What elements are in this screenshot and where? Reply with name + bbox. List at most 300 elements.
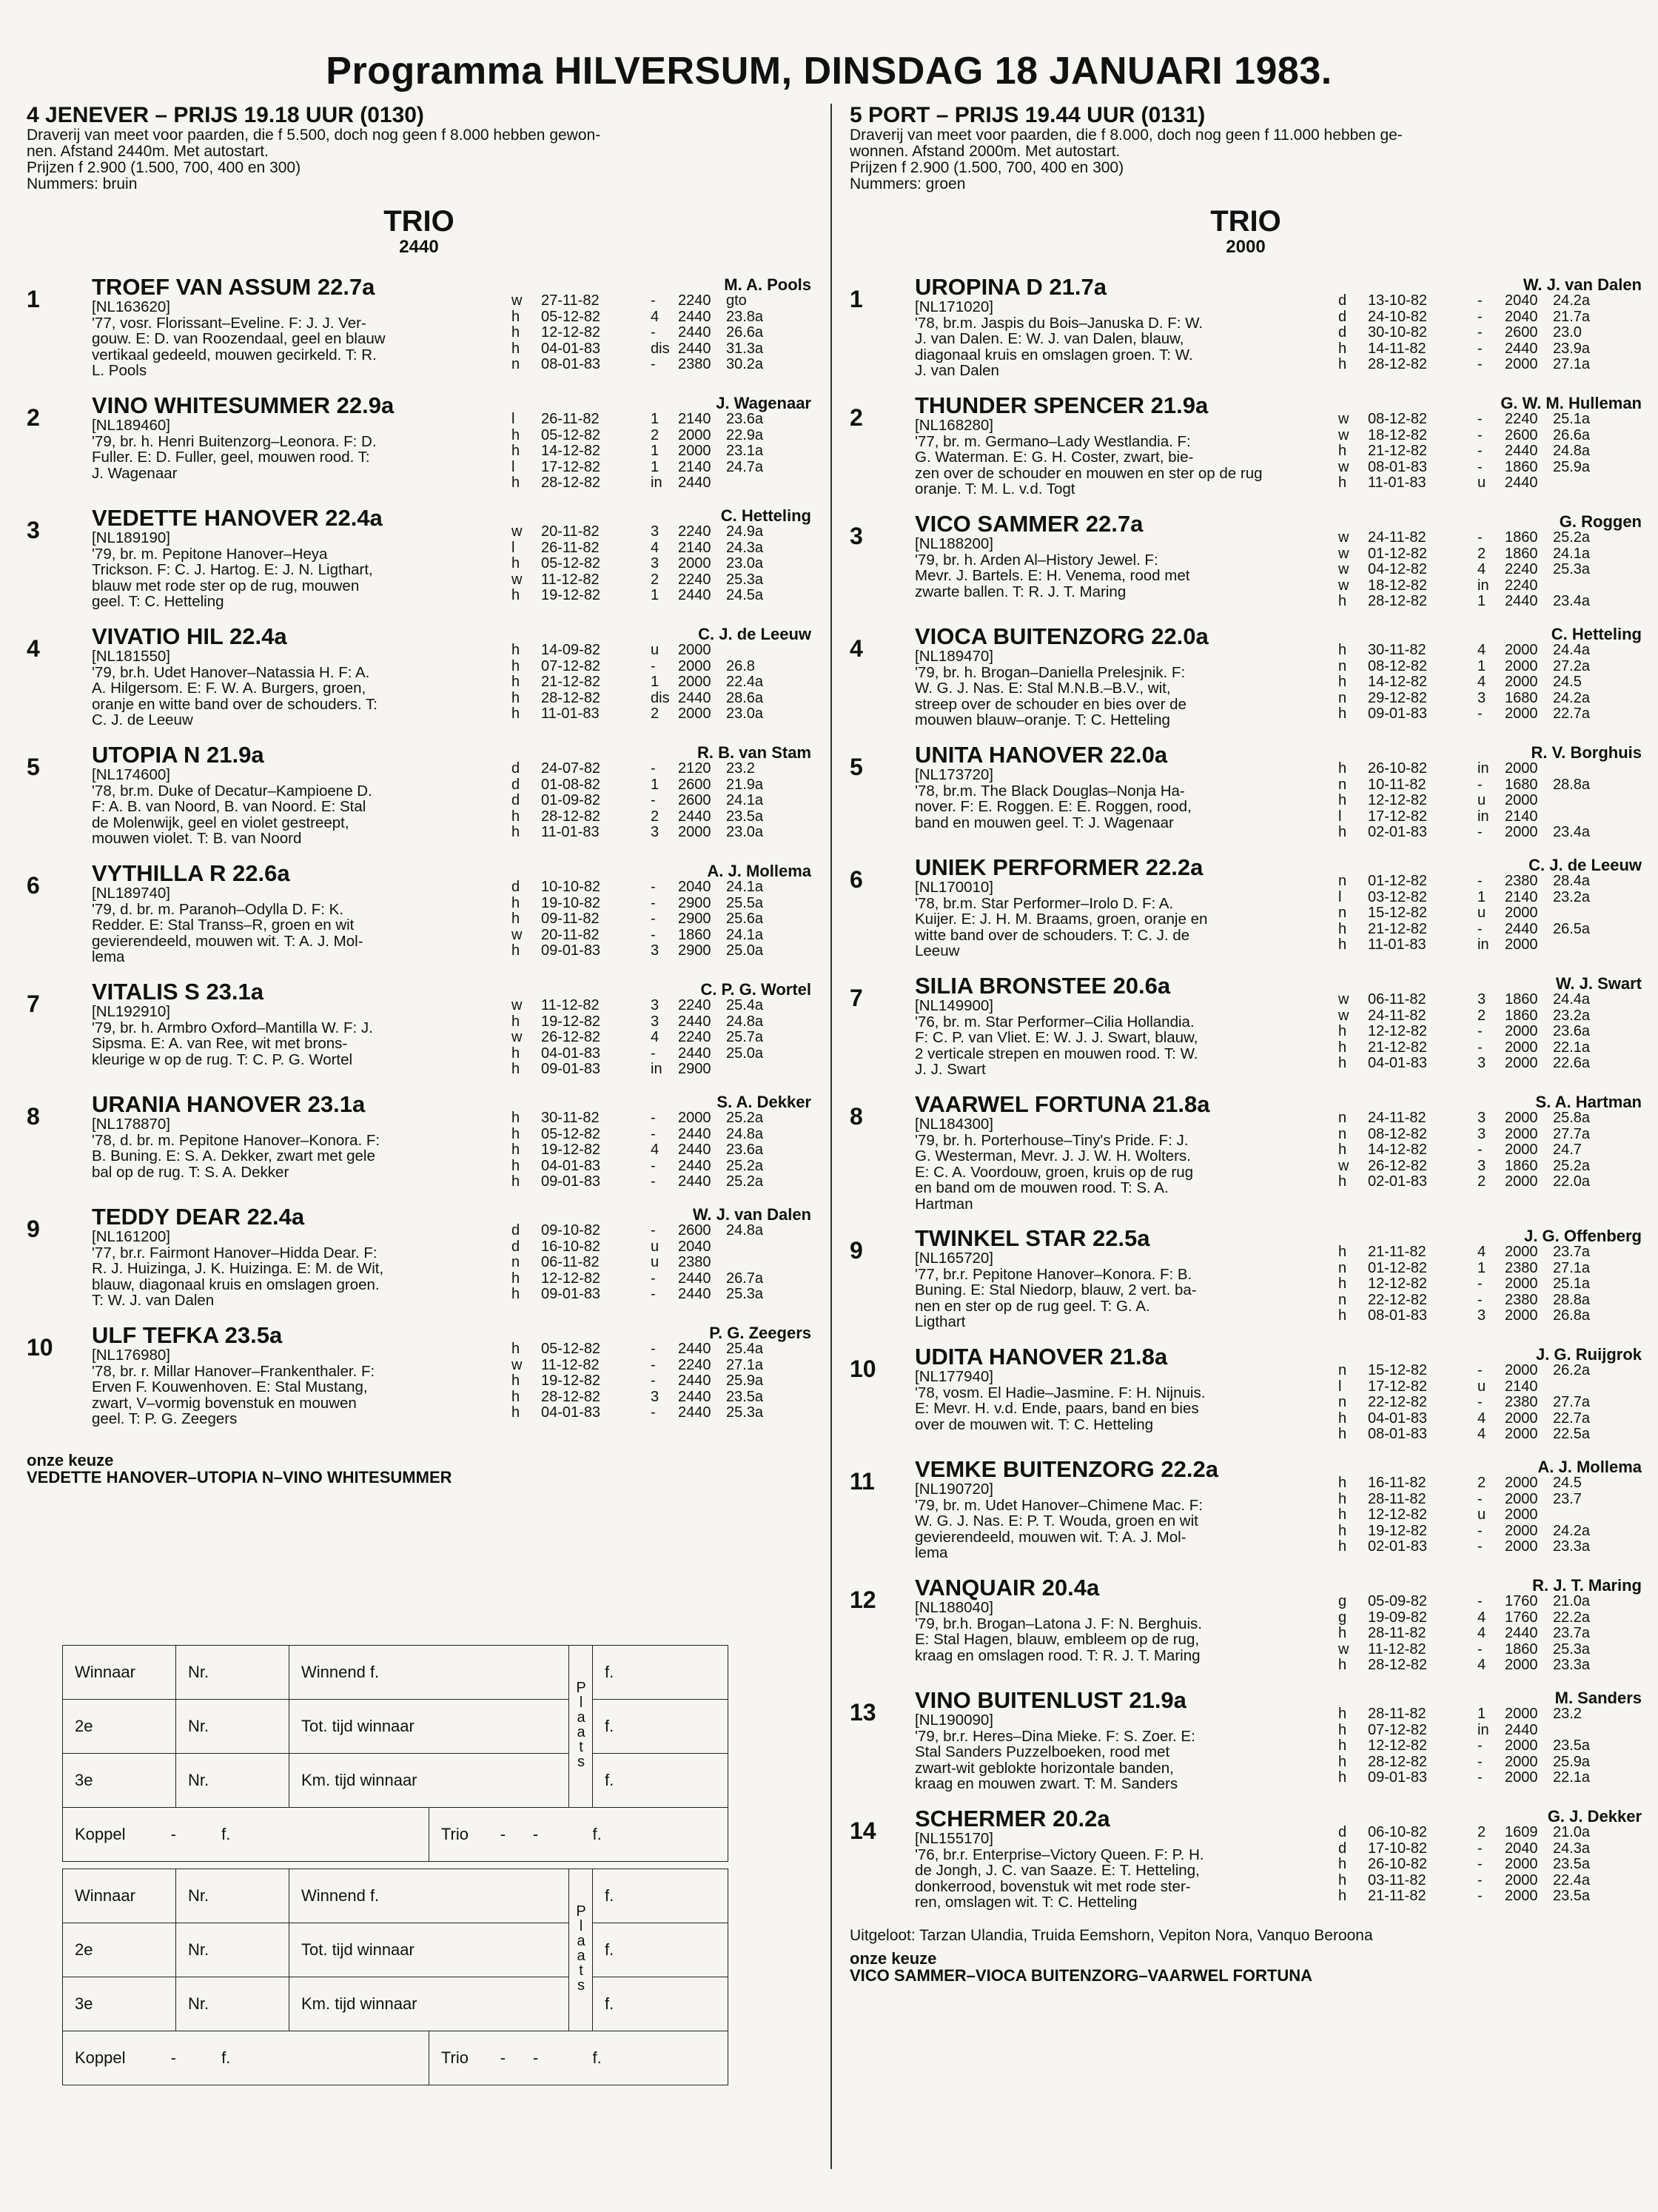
run-track: h [511, 824, 520, 840]
run-time: 25.4a [726, 1341, 764, 1357]
horse-description-line: lema [915, 1544, 948, 1561]
horse-description-line: [NL176980] [92, 1347, 171, 1364]
run-place: - [1477, 1737, 1483, 1754]
run-distance: 2000 [1505, 1888, 1538, 1904]
run-time: 23.7 [1553, 1490, 1582, 1507]
horse-name: ULF TEFKA 23.5a [92, 1322, 283, 1348]
entry-list [850, 275, 1642, 1920]
run-track: d [511, 1222, 520, 1239]
horse-description-line: G. Westerman, Mevr. J. J. W. H. Wolters. [915, 1147, 1191, 1164]
horse-description-line: [NL192910] [92, 1003, 171, 1020]
run-place: u [1477, 475, 1486, 491]
run-track: h [1338, 1276, 1347, 1292]
run-distance: 2240 [1505, 411, 1538, 427]
run-place: 4 [651, 1142, 659, 1158]
run-distance: 2440 [678, 475, 711, 491]
run-track: l [1338, 808, 1342, 825]
run-distance: 2440 [678, 1286, 711, 1302]
run-distance: 2380 [678, 1254, 711, 1270]
run-date: 08-01-83 [1368, 1307, 1428, 1324]
run-distance: 2240 [678, 571, 711, 588]
form-label-nr[interactable]: Nr. [176, 1700, 289, 1754]
horse-description-line: J. van Dalen [915, 362, 999, 379]
run-date: 03-12-82 [1368, 888, 1428, 905]
run-date: 21-12-82 [1368, 443, 1428, 459]
run-date: 11-12-82 [541, 1356, 600, 1373]
run-place: - [651, 1222, 656, 1239]
run-distance: 2900 [678, 894, 711, 911]
form-koppel[interactable]: Koppel - f. [63, 1808, 429, 1862]
run-track: d [1338, 308, 1347, 325]
horse-description-line: '77, br.r. Pepitone Hanover–Konora. F: B. [915, 1265, 1192, 1283]
run-track: h [1338, 1871, 1347, 1888]
run-time: 22.2a [1553, 1609, 1591, 1626]
distance-heading: 2000 [1226, 237, 1266, 257]
horse-description-line: [NL190720] [915, 1481, 994, 1498]
run-time: 22.5a [1553, 1426, 1591, 1442]
run-distance: 2440 [678, 1404, 711, 1421]
horse-description-line: 2 verticale strepen en mouwen rood. T: W. [915, 1045, 1198, 1062]
horse-entry [850, 1345, 1642, 1452]
result-form-2 [62, 1869, 728, 2085]
run-track: d [511, 776, 520, 793]
form-label-nr[interactable]: Nr. [176, 1646, 289, 1700]
entry-number: 7 [850, 985, 863, 1011]
entry-number: 8 [850, 1103, 863, 1130]
run-date: 04-01-83 [1368, 1410, 1428, 1427]
distance-heading: 2440 [399, 237, 439, 257]
run-date: 14-11-82 [1368, 340, 1426, 357]
run-place: - [1477, 1039, 1483, 1056]
run-time: 27.7a [1553, 1125, 1591, 1142]
horse-description-line: oranje en witte band over de schouders. T: [92, 695, 377, 713]
run-place: dis [651, 340, 670, 357]
form-field-f[interactable]: f. [593, 1646, 728, 1700]
run-distance: 1860 [1505, 1007, 1538, 1024]
run-time: 25.2a [726, 1110, 764, 1126]
run-distance: 2000 [1505, 1307, 1538, 1324]
run-track: w [1338, 1157, 1349, 1174]
run-date: 16-10-82 [541, 1238, 601, 1255]
run-date: 15-12-82 [1368, 1362, 1428, 1378]
horse-entry [27, 743, 811, 856]
horse-entry [850, 974, 1642, 1087]
form-label-plaats: Plaats [569, 1646, 593, 1808]
entry-info [915, 394, 1337, 497]
run-track: h [1338, 920, 1347, 937]
run-date: 07-12-82 [541, 657, 601, 674]
run-place: - [1477, 529, 1483, 546]
horse-description-line: '78, br. r. Millar Hanover–Frankenthaler. F: [92, 1362, 375, 1380]
run-place: 1 [651, 411, 659, 427]
entry-list [27, 275, 811, 1436]
run-date: 24-07-82 [541, 760, 601, 777]
horse-name: TEDDY DEAR 22.4a [92, 1204, 305, 1230]
horse-description-line: C. J. de Leeuw [92, 711, 193, 728]
run-date: 04-01-83 [1368, 1055, 1428, 1071]
run-time: 25.5a [726, 894, 764, 911]
horse-description-line: [NL178870] [92, 1116, 171, 1133]
run-time: 24.3a [726, 539, 764, 556]
horse-description-line: ren, omslagen wit. T: C. Hetteling [915, 1894, 1138, 1911]
run-distance: 2440 [1505, 920, 1538, 937]
run-date: 17-12-82 [1368, 1378, 1428, 1395]
run-place: - [1477, 292, 1483, 309]
run-track: h [511, 894, 520, 911]
horse-description-line: '77, br.r. Fairmont Hanover–Hidda Dear. F: [92, 1244, 377, 1261]
form-trio[interactable]: Trio - - f. [429, 1808, 728, 1862]
horse-entry [27, 1093, 811, 1199]
run-track: w [511, 1029, 523, 1045]
run-date: 18-12-82 [1368, 426, 1428, 443]
run-place: - [1477, 1142, 1483, 1158]
page-title: Programma HILVERSUM, DINSDAG 18 JANUARI 1983. [326, 50, 1332, 93]
horse-description-line: [NL161200] [92, 1228, 171, 1245]
horse-description-line: nover. F: E. Roggen. E: E. Roggen, rood, [915, 798, 1192, 815]
horse-name: VAARWEL FORTUNA 21.8a [915, 1091, 1210, 1117]
run-distance: 1860 [1505, 458, 1538, 475]
run-date: 09-01-83 [541, 1286, 601, 1302]
run-distance: 2000 [1505, 356, 1538, 372]
run-date: 16-11-82 [1368, 1475, 1426, 1491]
form-field-f[interactable]: f. [593, 1869, 728, 1923]
run-place: - [651, 926, 656, 943]
run-place: u [651, 1238, 659, 1255]
horse-description-line: '76, br.r. Enterprise–Victory Queen. F: P. H. [915, 1846, 1204, 1863]
entry-info [92, 980, 514, 1068]
run-place: 3 [651, 942, 659, 959]
run-distance: 2000 [678, 426, 711, 443]
run-time: 28.8a [1553, 1291, 1591, 1308]
trainer-name: M. A. Pools [724, 275, 811, 294]
entry-info [915, 275, 1337, 379]
horse-name: VEMKE BUITENZORG 22.2a [915, 1456, 1218, 1482]
race-5-column [850, 104, 1642, 1985]
run-date: 17-12-82 [1368, 808, 1428, 825]
run-track: h [1338, 1538, 1347, 1555]
run-distance: 2000 [1505, 824, 1538, 840]
trainer-name: C. P. G. Wortel [700, 980, 811, 999]
run-date: 21-12-82 [1368, 1039, 1428, 1056]
run-distance: 2000 [1505, 1657, 1538, 1673]
run-track: h [1338, 1055, 1347, 1071]
horse-description-line: F: A. B. van Noord, B. van Noord. E: Stal [92, 798, 366, 815]
run-place: 3 [1477, 1110, 1486, 1126]
run-track: h [1338, 936, 1347, 953]
run-distance: 2000 [1505, 674, 1538, 690]
entry-info [915, 1576, 1337, 1663]
horse-description-line: mouwen blauw–oranje. T: C. Hetteling [915, 711, 1170, 728]
horse-name: VIVATIO HIL 22.4a [92, 623, 287, 649]
run-date: 28-12-82 [541, 475, 601, 491]
form-label-winnend[interactable]: Winnend f. [289, 1869, 569, 1923]
horse-description-line: '79, br. m. Udet Hanover–Chimene Mac. F: [915, 1496, 1204, 1514]
run-place: - [651, 894, 656, 911]
run-place: - [651, 1270, 656, 1287]
run-distance: 1760 [1505, 1609, 1538, 1626]
run-time: 26.6a [726, 324, 764, 341]
horse-description-line: W. G. J. Nas. E: P. T. Wouda, groen en wit [915, 1512, 1198, 1529]
run-place: - [1477, 426, 1483, 443]
entry-number: 4 [850, 635, 863, 662]
horse-description-line: E: Stal Hagen, blauw, embleem op de rug, [915, 1631, 1200, 1648]
run-track: n [1338, 905, 1347, 921]
run-time: 27.1a [1553, 1259, 1591, 1276]
run-distance: 2000 [1505, 1125, 1538, 1142]
run-date: 28-11-82 [1368, 1706, 1426, 1722]
trainer-name: R. J. T. Maring [1532, 1576, 1642, 1595]
run-track: h [511, 1045, 520, 1062]
run-date: 04-01-83 [541, 1157, 601, 1174]
horse-name: UROPINA D 21.7a [915, 274, 1107, 300]
run-date: 26-11-82 [541, 411, 600, 427]
run-track: l [511, 539, 515, 556]
form-label-winner: Winnaar [63, 1646, 176, 1700]
run-time: 28.8a [1553, 776, 1591, 793]
run-time: 25.8a [1553, 1110, 1591, 1126]
horse-description-line: over de mouwen wit. T: C. Hetteling [915, 1415, 1154, 1433]
run-distance: 2000 [1505, 1244, 1538, 1260]
trainer-name: G. W. M. Hulleman [1500, 394, 1642, 412]
horse-description-line: de Jongh, J. C. van Saaze. E: T. Hetteling, [915, 1862, 1200, 1879]
run-time: 23.5a [1553, 1888, 1591, 1904]
run-date: 08-12-82 [1368, 657, 1428, 674]
run-time: 21.9a [726, 776, 764, 793]
race-desc-line: Prijzen f 2.900 (1.500, 700, 400 en 300) [27, 159, 301, 176]
run-place: - [1477, 1394, 1483, 1410]
form-label-winnend[interactable]: Winnend f. [289, 1646, 569, 1700]
entry-info [915, 1458, 1337, 1561]
run-time: 24.7a [726, 458, 764, 475]
run-distance: 2000 [1505, 1769, 1538, 1786]
run-track: g [1338, 1609, 1347, 1626]
run-track: g [1338, 1593, 1347, 1609]
run-place: 4 [1477, 1410, 1486, 1427]
form-label-nr[interactable]: Nr. [176, 1869, 289, 1923]
run-distance: 2600 [678, 1222, 711, 1239]
trainer-name: J. G. Offenberg [1524, 1227, 1642, 1245]
run-track: h [511, 942, 520, 959]
run-track: h [511, 911, 520, 927]
horse-description-line: Mevr. J. Bartels. E: H. Venema, rood met [915, 567, 1190, 584]
run-date: 08-01-83 [1368, 1426, 1428, 1442]
horse-description-line: [NL188040] [915, 1599, 994, 1616]
horse-description-line: [NL168280] [915, 417, 994, 434]
run-track: h [511, 443, 520, 459]
run-place: - [651, 1404, 656, 1421]
form-label-km-tijd[interactable]: Km. tijd winnaar [289, 1754, 569, 1808]
run-date: 12-12-82 [1368, 1506, 1428, 1523]
run-date: 12-12-82 [541, 324, 601, 341]
run-distance: 2000 [678, 555, 711, 572]
run-distance: 2000 [1505, 1173, 1538, 1190]
run-place: 4 [1477, 1625, 1486, 1641]
run-distance: 2000 [1505, 657, 1538, 674]
run-time: 25.2a [1553, 1157, 1591, 1174]
run-date: 28-11-82 [1368, 1625, 1426, 1641]
horse-entry [27, 980, 811, 1087]
run-distance: 2600 [678, 776, 711, 793]
run-date: 27-11-82 [541, 292, 600, 309]
run-date: 24-11-82 [1368, 1007, 1426, 1024]
horse-description-line: Kuijer. E: J. H. M. Braams, groen, oranje en [915, 911, 1208, 928]
run-track: h [1338, 1307, 1347, 1324]
horse-name: VANQUAIR 20.4a [915, 1575, 1100, 1601]
horse-entry [850, 625, 1642, 737]
run-track: w [511, 997, 523, 1013]
run-time: 28.6a [726, 689, 764, 706]
run-track: n [1338, 657, 1347, 674]
horse-description-line: [NL170010] [915, 879, 994, 896]
form-label-nr[interactable]: Nr. [176, 1754, 289, 1808]
horse-entry [850, 1576, 1642, 1683]
run-time: 23.9a [1553, 340, 1591, 357]
entry-info [915, 974, 1337, 1078]
form-koppel[interactable]: Koppel - f. [63, 2031, 429, 2085]
run-track: h [1338, 443, 1347, 459]
horse-name: VEDETTE HANOVER 22.4a [92, 505, 383, 531]
horse-description-line: kraag en mouwen zwart. T: M. Sanders [915, 1775, 1178, 1792]
run-date: 04-01-83 [541, 1045, 601, 1062]
trainer-name: A. J. Mollema [707, 862, 811, 880]
run-date: 28-12-82 [1368, 593, 1428, 609]
form-label-tot-tijd[interactable]: Tot. tijd winnaar [289, 1700, 569, 1754]
run-time: 24.4a [1553, 991, 1591, 1008]
run-date: 26-12-82 [1368, 1157, 1428, 1174]
run-date: 24-10-82 [1368, 308, 1428, 325]
run-place: u [651, 1254, 659, 1270]
horse-name: VINO WHITESUMMER 22.9a [92, 392, 395, 418]
run-distance: 2140 [678, 458, 711, 475]
form-trio[interactable]: Trio - - f. [429, 2031, 728, 2085]
run-distance: 2380 [1505, 1259, 1538, 1276]
run-date: 19-12-82 [1368, 1522, 1428, 1539]
horse-description-line: streep over de schouder en bies over de [915, 695, 1187, 713]
run-time: 23.6a [726, 411, 764, 427]
run-place: in [1477, 1721, 1489, 1738]
run-place: in [1477, 577, 1489, 594]
run-date: 28-12-82 [1368, 1753, 1428, 1770]
run-distance: 2120 [678, 760, 711, 777]
run-time: 22.1a [1553, 1039, 1591, 1056]
horse-description-line: bal op de rug. T: S. A. Dekker [92, 1163, 289, 1181]
run-time: 23.4a [1553, 593, 1591, 609]
run-place: - [651, 657, 656, 674]
run-place: 1 [651, 674, 659, 690]
form-label-nr[interactable]: Nr. [176, 1977, 289, 2031]
run-distance: 1860 [1505, 529, 1538, 546]
run-date: 10-10-82 [541, 879, 601, 895]
run-time: 21.7a [1553, 308, 1591, 325]
run-track: h [1338, 1721, 1347, 1738]
run-date: 21-12-82 [541, 674, 601, 690]
run-track: h [1338, 1142, 1347, 1158]
horse-description-line: zwarte ballen. T: R. J. T. Maring [915, 583, 1127, 600]
entry-number: 3 [27, 517, 40, 543]
horse-description-line: J. Wagenaar [92, 464, 178, 482]
run-date: 13-10-82 [1368, 292, 1428, 309]
trainer-name: C. J. de Leeuw [1528, 856, 1642, 874]
run-place: - [1477, 443, 1483, 459]
run-distance: 2440 [678, 1270, 711, 1287]
run-time: 27.2a [1553, 657, 1591, 674]
horse-description-line: F: C. P. van Vliet. E: W. J. J. Swart, blauw, [915, 1029, 1198, 1046]
horse-description-line: de Molenwijk, geel en violet gestreept, [92, 814, 349, 831]
race-header: 4 JENEVER – PRIJS 19.18 UUR (0130) [27, 103, 424, 127]
form-label-tot-tijd[interactable]: Tot. tijd winnaar [289, 1923, 569, 1977]
run-time: 25.1a [1553, 1276, 1591, 1292]
form-field-f[interactable]: f. [593, 1923, 728, 1977]
horse-description-line: B. Buning. E: S. A. Dekker, zwart met gele [92, 1147, 375, 1164]
race-4-column [27, 104, 811, 1487]
run-place: 3 [651, 555, 659, 572]
run-distance: 2440 [678, 1142, 711, 1158]
run-time: gto [726, 292, 747, 309]
run-distance: 2140 [1505, 1378, 1538, 1395]
run-place: - [651, 356, 656, 372]
run-track: n [1338, 1362, 1347, 1378]
run-place: - [651, 1157, 656, 1174]
run-date: 20-11-82 [541, 926, 600, 943]
run-date: 24-11-82 [1368, 529, 1426, 546]
run-track: h [511, 1286, 520, 1302]
horse-description-line: [NL189460] [92, 417, 171, 434]
run-distance: 2380 [1505, 1291, 1538, 1308]
horse-description-line: '78, br.m. Duke of Decatur–Kampioene D. [92, 782, 372, 800]
run-track: n [511, 356, 520, 372]
run-time: 24.1a [726, 792, 764, 808]
horse-description-line: L. Pools [92, 362, 147, 379]
our-choice [850, 1951, 1642, 1985]
horse-description-line: '78, br.m. Jaspis du Bois–Januska D. F: W. [915, 314, 1204, 332]
run-distance: 2000 [1505, 1753, 1538, 1770]
run-time: 22.4a [1553, 1871, 1591, 1888]
horse-description-line: Redder. E: Stal Transs–R, groen en wit [92, 916, 355, 934]
form-field-f[interactable]: f. [593, 1700, 728, 1754]
run-place: 3 [1477, 1157, 1486, 1174]
entry-number: 10 [850, 1355, 876, 1382]
run-date: 20-11-82 [541, 523, 600, 540]
form-label-km-tijd[interactable]: Km. tijd winnaar [289, 1977, 569, 2031]
form-field-f[interactable]: f. [593, 1977, 728, 2031]
run-distance: 2440 [678, 324, 711, 341]
horse-description-line: Buning. E: Stal Niedorp, blauw, 2 vert. ba- [915, 1281, 1197, 1298]
run-distance: 2000 [1505, 1055, 1538, 1071]
run-track: d [1338, 324, 1347, 341]
form-field-f[interactable]: f. [593, 1754, 728, 1808]
run-time: 21.0a [1553, 1824, 1591, 1840]
run-place: 2 [1477, 1007, 1486, 1024]
run-track: h [511, 674, 520, 690]
run-track: h [511, 426, 520, 443]
run-track: l [1338, 1378, 1342, 1395]
horse-description-line: '79, d. br. m. Paranoh–Odylla D. F: K. [92, 900, 344, 918]
entry-info [92, 743, 514, 847]
run-distance: 2140 [1505, 888, 1538, 905]
horse-entry [850, 1227, 1642, 1339]
run-distance: 2440 [1505, 443, 1538, 459]
form-label-nr[interactable]: Nr. [176, 1923, 289, 1977]
run-distance: 1680 [1505, 689, 1538, 706]
race-description [850, 127, 1642, 192]
horse-entry [27, 1324, 811, 1436]
entry-info [92, 1093, 514, 1180]
run-date: 12-12-82 [541, 1270, 601, 1287]
horse-name: UNIEK PERFORMER 22.2a [915, 854, 1204, 880]
entry-info [92, 275, 514, 379]
run-track: w [511, 926, 523, 943]
run-place: 2 [651, 571, 659, 588]
